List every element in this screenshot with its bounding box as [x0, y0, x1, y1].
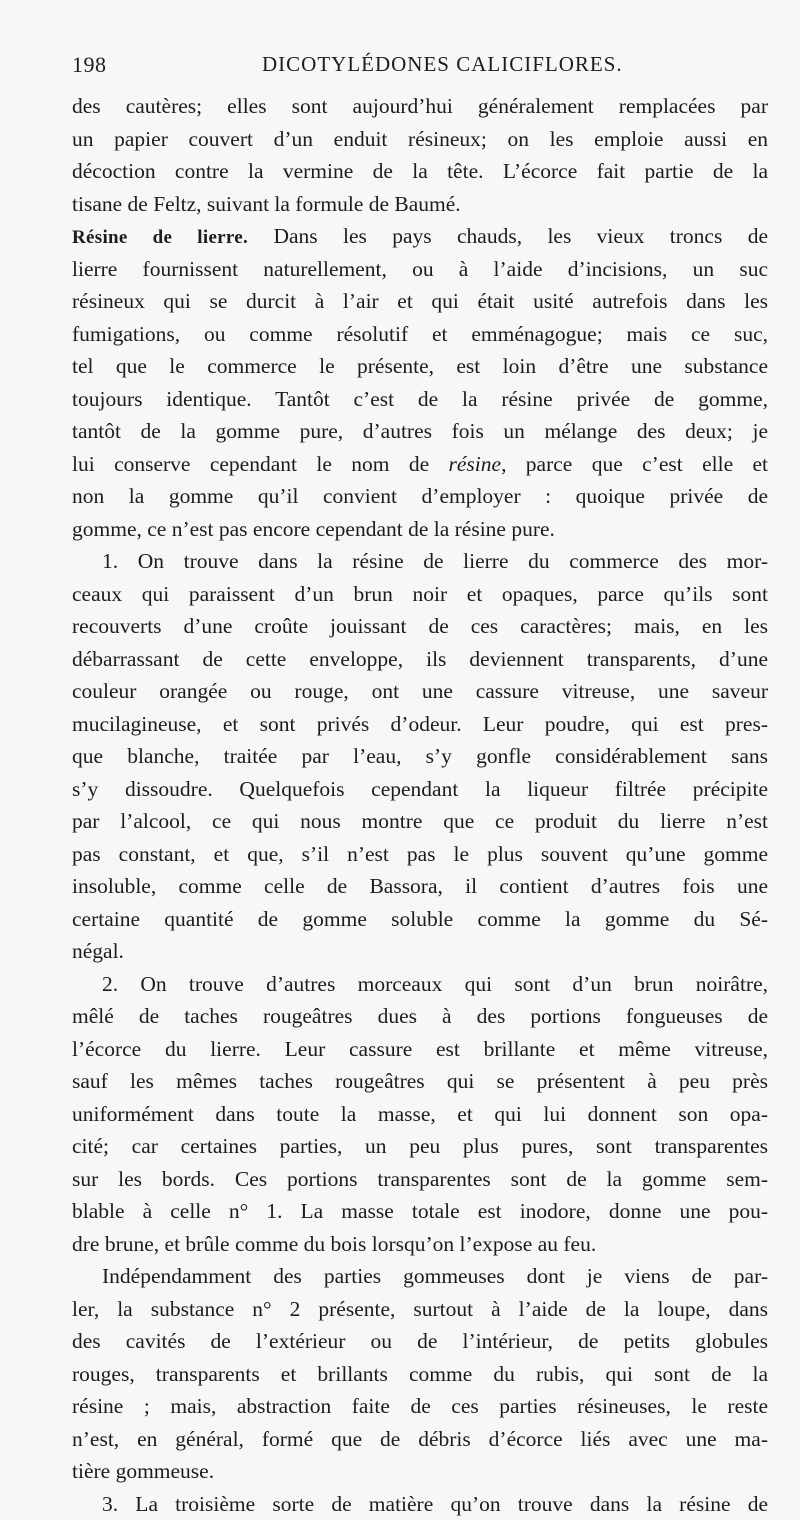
text-line: [72, 318, 768, 351]
line-text: toujours identique. Tantôt c’est de la résine privée de gomme,: [72, 387, 768, 411]
line-text: résineux qui se durcit à l’air et qui était usité autrefois dans les: [72, 289, 768, 313]
line-text-after: , parce que c’est elle et: [501, 452, 768, 476]
line-text: rouges, transparents et brillants comme du rubis, qui sont de la: [72, 1362, 768, 1386]
text-line: [72, 1325, 768, 1358]
line-text: tière gommeuse.: [72, 1459, 214, 1483]
line-text: gomme, ce n’est pas encore cependant de la résine pure.: [72, 517, 555, 541]
line-text: 3. La troisième sorte de matière qu’on trouve dans la résine de: [102, 1492, 768, 1516]
line-text: sauf les mêmes taches rougeâtres qui se présentent à peu près: [72, 1069, 768, 1093]
line-text: mucilagineuse, et sont privés d’odeur. Leur poudre, qui est pres-: [72, 712, 768, 736]
line-text: lui conserve cependant le nom de: [72, 452, 449, 476]
text-line: [72, 513, 768, 546]
line-text: débarrassant de cette enveloppe, ils deviennent transparents, d’une: [72, 647, 768, 671]
text-line: [72, 1000, 768, 1033]
text-line: [72, 448, 768, 481]
text-line: [72, 1033, 768, 1066]
line-text: ler, la substance n° 2 présente, surtout à l’aide de la loupe, dans: [72, 1297, 768, 1321]
line-text: par l’alcool, ce qui nous montre que ce produit du lierre n’est: [72, 809, 768, 833]
text-line: [72, 968, 768, 1001]
line-text: dre brune, et brûle comme du bois lorsqu’on l’expose au feu.: [72, 1232, 596, 1256]
text-line: [72, 545, 768, 578]
text-line: [72, 643, 768, 676]
italic-term: résine: [449, 452, 502, 476]
line-text: des cavités de l’extérieur ou de l’intérieur, de petits globules: [72, 1329, 768, 1353]
text-line: [72, 90, 768, 123]
text-line: [72, 675, 768, 708]
text-line: [72, 1293, 768, 1326]
text-line: [72, 1455, 768, 1488]
line-text: lierre fournissent naturellement, ou à l’aide d’incisions, un suc: [72, 257, 768, 281]
text-line: [72, 708, 768, 741]
line-text: un papier couvert d’un enduit résineux; on les emploie aussi en: [72, 127, 768, 151]
text-line: [72, 480, 768, 513]
line-text: ceaux qui paraissent d’un brun noir et opaques, parce qu’ils sont: [72, 582, 768, 606]
line-text: tel que le commerce le présente, est loin d’être une substance: [72, 354, 768, 378]
text-line: [72, 1130, 768, 1163]
text-line: [72, 1228, 768, 1261]
line-text: n’est, en général, formé que de débris d’écorce liés avec une ma-: [72, 1427, 768, 1451]
line-text: résine ; mais, abstraction faite de ces parties résineuses, le reste: [72, 1394, 768, 1418]
text-line: [72, 610, 768, 643]
line-text: Dans les pays chauds, les vieux troncs de: [248, 224, 768, 248]
line-text: tisane de Feltz, suivant la formule de Baumé.: [72, 192, 461, 216]
line-text: couleur orangée ou rouge, ont une cassure vitreuse, une saveur: [72, 679, 768, 703]
line-text: cité; car certaines parties, un peu plus pures, sont transparentes: [72, 1134, 768, 1158]
text-line: [72, 870, 768, 903]
text-line: [72, 155, 768, 188]
text-line: [72, 188, 768, 221]
line-text: insoluble, comme celle de Bassora, il contient d’autres fois une: [72, 874, 768, 898]
text-line: [72, 935, 768, 968]
line-text: tantôt de la gomme pure, d’autres fois un mélange des deux; je: [72, 419, 768, 443]
line-text: l’écorce du lierre. Leur cassure est brillante et même vitreuse,: [72, 1037, 768, 1061]
line-text: 1. On trouve dans la résine de lierre du commerce des mor-: [102, 549, 768, 573]
line-text: pas constant, et que, s’il n’est pas le plus souvent qu’une gomme: [72, 842, 768, 866]
text-line: [72, 1423, 768, 1456]
text-line: [72, 773, 768, 806]
text-line: [72, 1488, 768, 1520]
line-text: recouverts d’une croûte jouissant de ces caractères; mais, en les: [72, 614, 768, 638]
text-line: [72, 578, 768, 611]
line-text: s’y dissoudre. Quelquefois cependant la liqueur filtrée précipite: [72, 777, 768, 801]
text-line: [72, 1390, 768, 1423]
text-line: [72, 1260, 768, 1293]
text-line: [72, 805, 768, 838]
line-text: fumigations, ou comme résolutif et emménagogue; mais ce suc,: [72, 322, 768, 346]
running-title: DICOTYLÉDONES CALICIFLORES.: [262, 52, 623, 77]
page-number: 198: [72, 52, 107, 78]
text-line: [72, 383, 768, 416]
line-text: certaine quantité de gomme soluble comme la gomme du Sé-: [72, 907, 768, 931]
line-text: mêlé de taches rougeâtres dues à des portions fongueuses de: [72, 1004, 768, 1028]
body-text: [72, 90, 768, 1520]
text-line: [72, 123, 768, 156]
line-text: blable à celle n° 1. La masse totale est inodore, donne une pou-: [72, 1199, 768, 1223]
text-line: [72, 415, 768, 448]
page-header: [72, 52, 768, 86]
line-text: des cautères; elles sont aujourd’hui généralement remplacées par: [72, 94, 768, 118]
section-heading: Résine de lierre.: [72, 227, 248, 248]
text-line: [72, 1195, 768, 1228]
line-text: uniformément dans toute la masse, et qui lui donnent son opa-: [72, 1102, 768, 1126]
line-text: négal.: [72, 939, 124, 963]
text-line: [72, 1358, 768, 1391]
line-text: Indépendamment des parties gommeuses dont je viens de par-: [102, 1264, 768, 1288]
line-text: 2. On trouve d’autres morceaux qui sont d’un brun noirâtre,: [102, 972, 768, 996]
text-line: [72, 285, 768, 318]
line-text: que blanche, traitée par l’eau, s’y gonfle considérablement sans: [72, 744, 768, 768]
text-line: [72, 1065, 768, 1098]
text-line: [72, 350, 768, 383]
line-text: décoction contre la vermine de la tête. L’écorce fait partie de la: [72, 159, 768, 183]
text-line: [72, 838, 768, 871]
text-line: [72, 253, 768, 286]
text-line: [72, 903, 768, 936]
text-line: [72, 220, 768, 253]
line-text: non la gomme qu’il convient d’employer : quoique privée de: [72, 484, 768, 508]
text-line: [72, 1163, 768, 1196]
text-line: [72, 1098, 768, 1131]
text-line: [72, 740, 768, 773]
line-text: sur les bords. Ces portions transparentes sont de la gomme sem-: [72, 1167, 768, 1191]
